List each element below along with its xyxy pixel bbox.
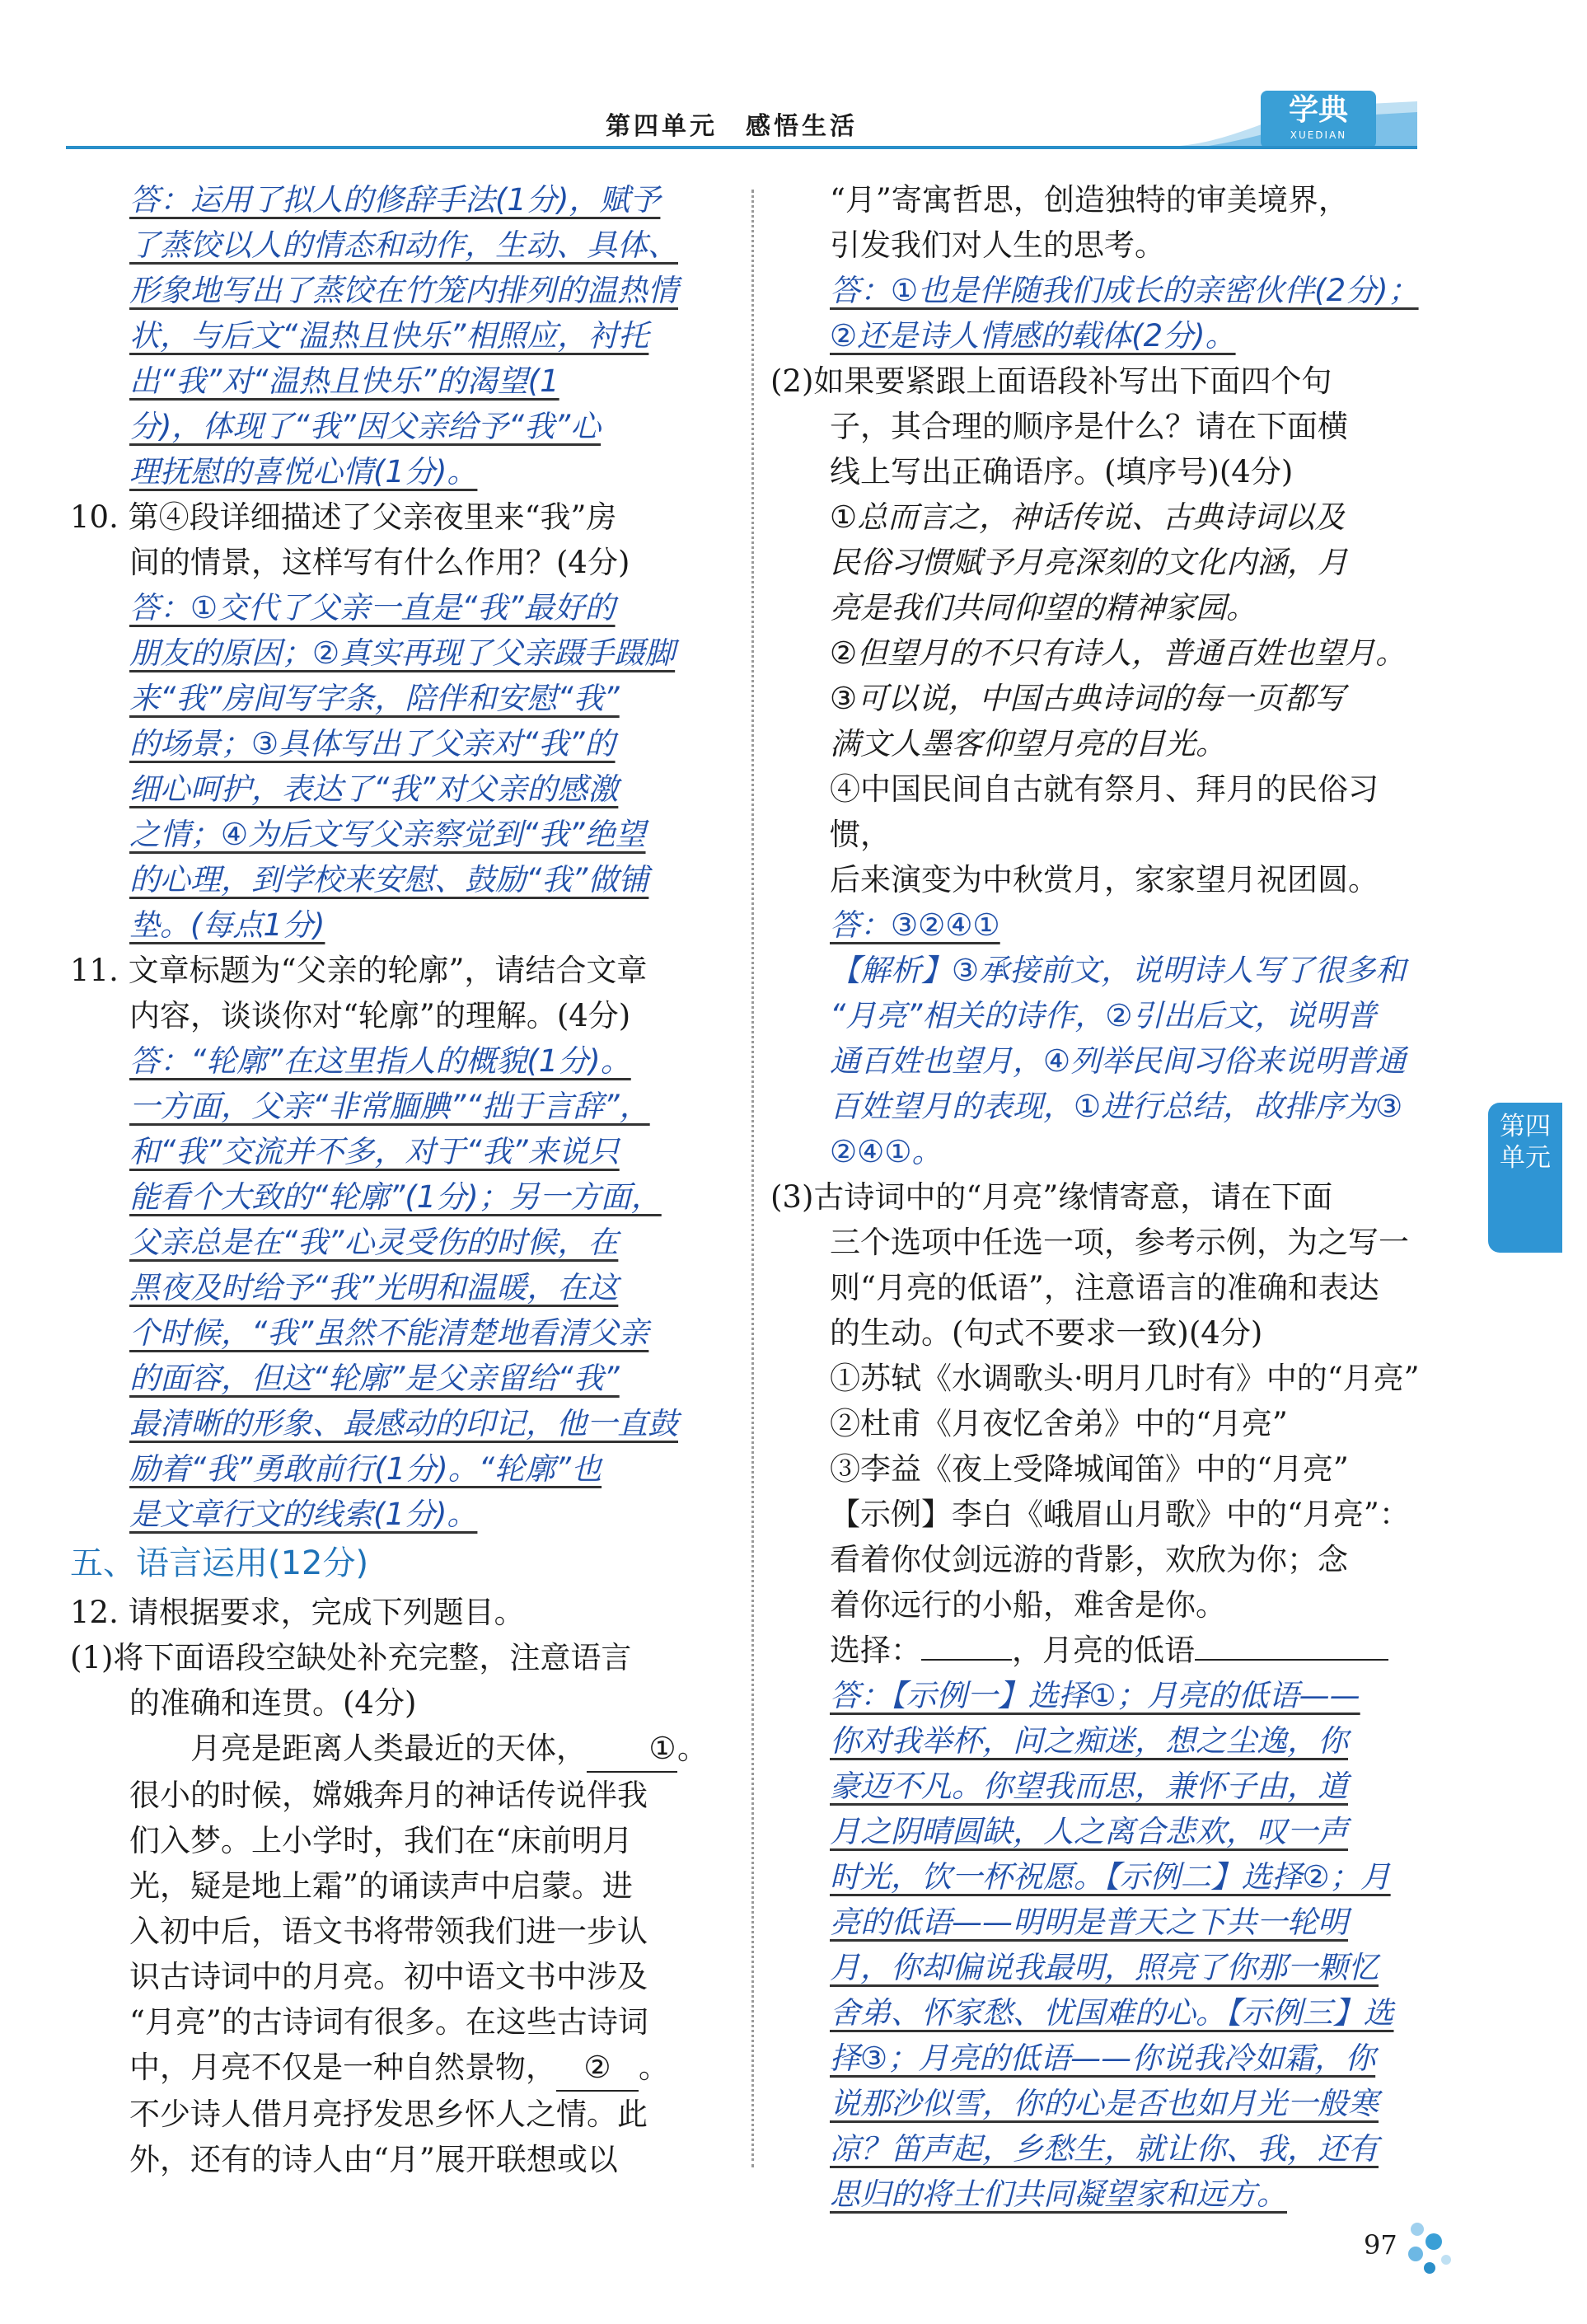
- example: 【示例】李白《峨眉山月歌》中的“月亮”： 看着你仗剑远游的背影，欢欣为你；念 着你远行的小船，难舍是你。: [830, 1497, 1410, 1623]
- question-12: 12. 请根据要求，完成下列题目。: [70, 1595, 525, 1630]
- question-10: 10. 第④段详细描述了父亲夜里来“我”房 间的情景，这样写有什么作用？(4分): [70, 499, 630, 580]
- select-line: 选择： ，月亮的低语: [770, 1628, 1438, 1673]
- blank-1[interactable]: ①: [587, 1726, 677, 1773]
- question-12-3: (3)古诗词中的“月亮”缘情寄意，请在下面 三个选项中任选一项，参考示例，为之写一 则“月亮的低语”，注意语言的准确和表达 的生动。(句式不要求一致)(4分): [770, 1179, 1409, 1351]
- choices: ①苏轼《水调歌头·明月几时有》中的“月亮” ②杜甫《月夜忆舍弟》中的“月亮” ③李益《夜上受降城闻笛》中的“月亮”: [830, 1361, 1420, 1487]
- unit-title: 第四单元 感悟生活: [606, 112, 858, 141]
- page-number: 97: [1364, 2229, 1397, 2261]
- answer-10: 答：①交代了父亲一直是“我”最好的 朋友的原因；②真实再现了父亲蹑手蹑脚 来“我”房间写字条，陪伴和安慰“我” 的场景；③具体写出了父亲对“我”的 细心呵护，表达了“我”对父亲的感激 之情；④为后文写父亲察觉到“我”绝望 的心理，到学校来安慰、鼓励“我”做铺 垫。(每点1分): [129, 590, 676, 943]
- sentence-options: ①总而言之，神话传说、古典诗词以及 民俗习惯赋予月亮深刻的文化内涵，月 亮是我们共同仰望的精神家园。 ②但望月的不只有诗人，普通百姓也望月。 ③可以说，中国古典诗词的每一页都写 满文人墨客仰望月亮的目光。 ④中国民间自古就有祭月、拜月的民俗习惯， 后来演变为中秋赏月，家家望月祝团圆。: [830, 499, 1407, 897]
- unit-side-tab: 第四单元: [1488, 1103, 1562, 1253]
- right-column: [770, 177, 1438, 2217]
- page-corner-dots-icon: [1401, 2217, 1458, 2283]
- left-column: [70, 177, 729, 2182]
- page-header: [0, 0, 1587, 165]
- whisper-blank[interactable]: [1195, 1659, 1388, 1661]
- analysis: 【解析】③承接前文，说明诗人写了很多和 “月亮”相关的诗作，②引出后文，说明普 通百姓也望月，④列举民间习俗来说明普通 百姓望月的表现，①进行总结，故排序为③ ②④①。: [830, 953, 1407, 1169]
- passage-continued: “月”寄寓哲思，创造独特的审美境界， 引发我们对人生的思考。: [830, 182, 1349, 263]
- section-title: 五、语言运用(12分): [70, 1544, 369, 1582]
- answer-12-1: 答：①也是伴随我们成长的亲密伙伴(2分)； ②还是诗人情感的载体(2分)。: [830, 273, 1419, 354]
- passage: 月亮是距离人类最近的天体， ①。 很小的时候，嫦娥奔月的神话传说伴我 们入梦。上小学时，我们在“床前明月 光，疑是地上霜”的诵读声中启蒙。进 入初中后，语文书将带领我们进一步认 识古诗词中的月亮。初中语文书中涉及 “月亮”的古诗词有很多。在这些古诗词 中，月亮不仅是一种自然景物， ② 。 不少诗人借月亮抒发思乡怀人之情。此 外，还有的诗人由“月”展开联想或以: [70, 1726, 729, 2182]
- brand-logo: 学典 XUEDIAN: [1261, 91, 1376, 148]
- header-rule: [66, 146, 1417, 149]
- answer-9: 答：运用了拟人的修辞手法(1分)，赋予 了蒸饺以人的情态和动作，生动、具体、 形象地写出了蒸饺在竹笼内排列的温热情 状，与后文“温热且快乐”相照应，衬托 出“我”对“温热且快乐”的渴望(1 分)，体现了“我”因父亲给予“我”心 理抚慰的喜悦心情(1分)。: [129, 182, 678, 490]
- answer-12-2: 答：③②④①: [830, 907, 1000, 943]
- question-12-1: (1)将下面语段空缺处补充完整，注意语言 的准确和连贯。(4分): [70, 1640, 632, 1721]
- answer-12-3: 答：【示例一】选择①；月亮的低语—— 你对我举杯，问之痴迷，想之尘逸，你 豪迈不凡。你望我而思，兼怀子由，道 月之阴晴圆缺，人之离合悲欢，叹一声 时光，饮一杯祝愿。【示例二】选择②；月 亮的低语——明明是普天之下共一轮明 月，你却偏说我最明，照亮了你那一颗忆 舍弟、怀家愁、忧国难的心。【示例三】选 择③；月亮的低语——你说我冷如霜，你 说那沙似雪，你的心是否也如月光一般寒 凉？笛声起，乡愁生，就让你、我，还有 思归的将士们共同凝望家和远方。: [830, 1678, 1394, 2212]
- answer-11: 答：“轮廓”在这里指人的概貌(1分)。 一方面，父亲“非常腼腆”“拙于言辞”， 和“我”交流并不多，对于“我”来说只 能看个大致的“轮廓”(1分)；另一方面， 父亲总是在“我”心灵受伤的时候，在 黑夜及时给予“我”光明和温暖，在这 个时候，“我”虽然不能清楚地看清父亲 的面容，但这“轮廓”是父亲留给“我” 最清晰的形象、最感动的印记，他一直鼓 励着“我”勇敢前行(1分)。“轮廓”也 是文章行文的线索(1分)。: [129, 1043, 678, 1532]
- column-divider: [751, 190, 754, 2167]
- question-12-2: (2)如果要紧跟上面语段补写出下面四个句 子，其合理的顺序是什么？请在下面横 线上写出正确语序。(填序号)(4分): [770, 363, 1348, 490]
- question-11: 11. 文章标题为“父亲的轮廓”，请结合文章 内容，谈谈你对“轮廓”的理解。(4分): [70, 953, 648, 1033]
- select-blank[interactable]: [921, 1659, 1012, 1661]
- blank-2[interactable]: ②: [556, 2045, 639, 2092]
